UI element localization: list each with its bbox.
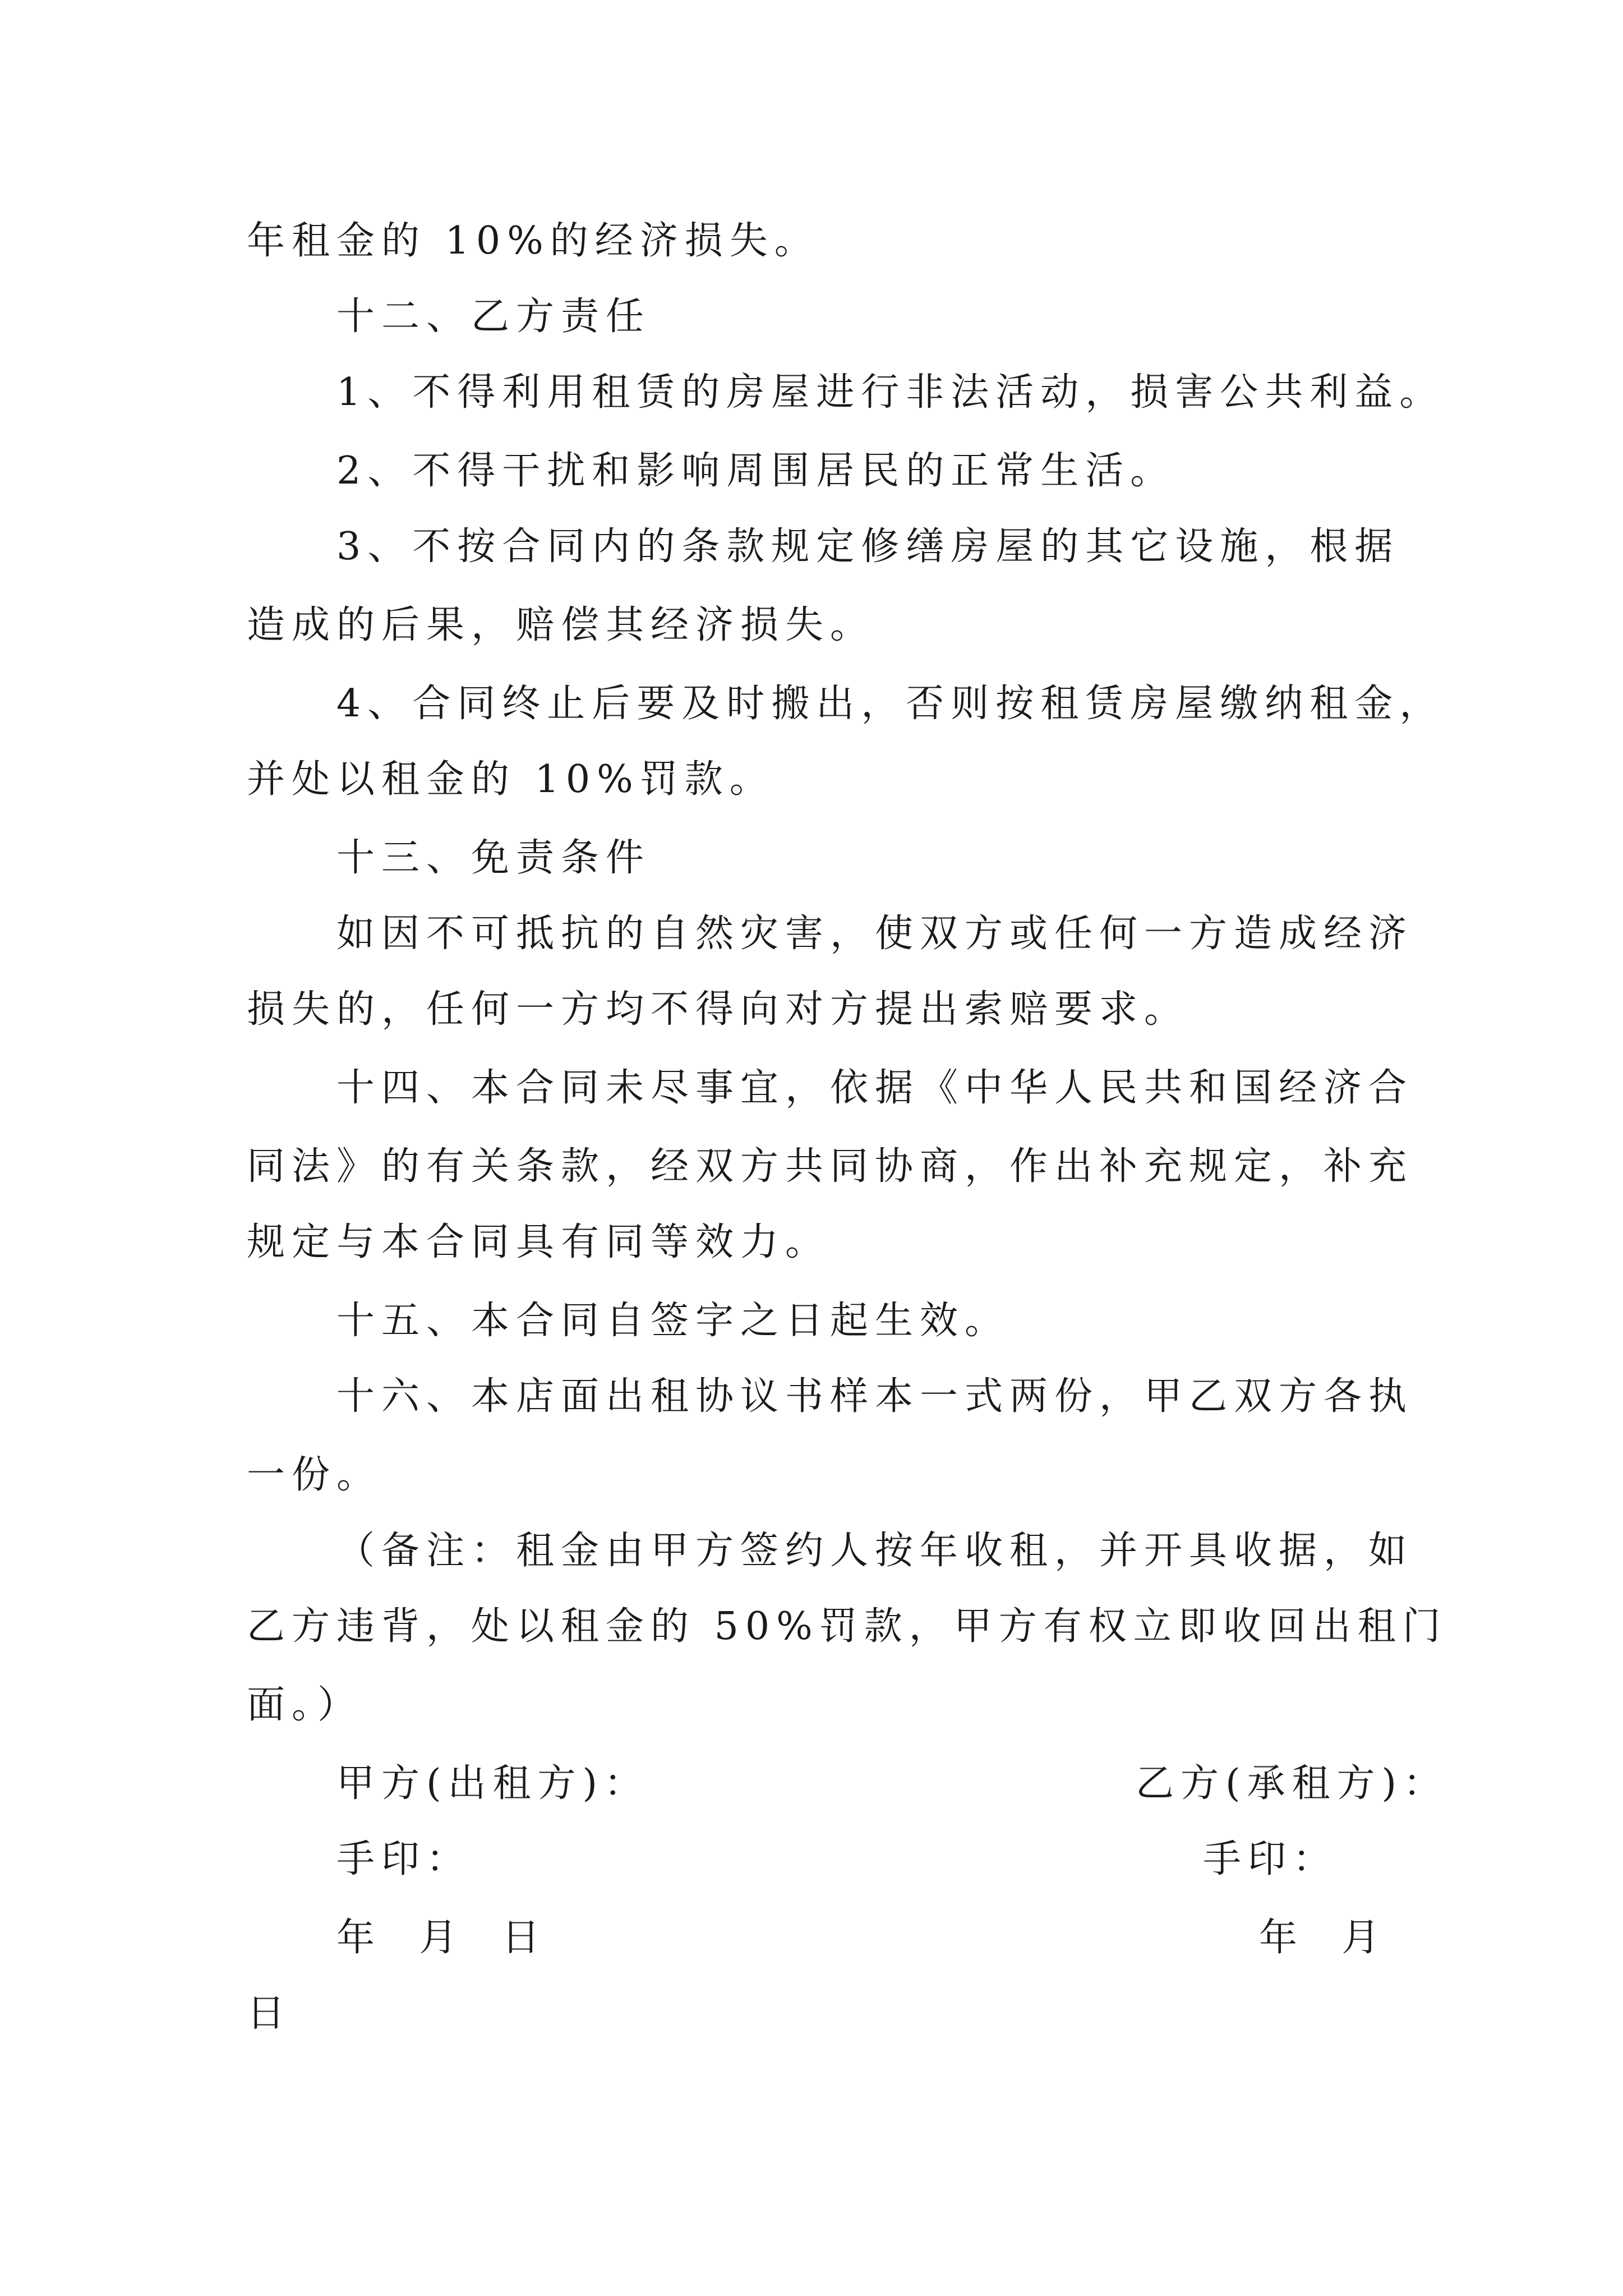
party-a-label: 甲方(出租方)： (336, 1761, 649, 1806)
text-line (0, 1128, 1623, 1206)
text-line-content: 4、合同终止后要及时搬出，否则按租赁房屋缴纳租金， (336, 682, 1445, 726)
text-line-content: 规定与本合同具有同等效力。 (247, 1220, 831, 1264)
text-line-content: 十六、本店面出租协议书样本一式两份，甲乙双方各执 (336, 1374, 1414, 1419)
section-heading-text: 十二、乙方责任 (336, 295, 651, 339)
section-heading (0, 278, 1623, 356)
text-line (0, 895, 1623, 973)
text-line (0, 740, 1623, 819)
text-line-content: 乙方违背，处以租金的 50%罚款，甲方有权立即收回出租门 (247, 1604, 1447, 1649)
text-line-content: 造成的后果，赔偿其经济损失。 (247, 603, 875, 647)
text-line-content: （备注：租金由甲方签约人按年收租，并开具收据，如 (336, 1529, 1414, 1573)
text-line (0, 665, 1623, 743)
text-line-content: 年租金的 10%的经济损失。 (247, 219, 819, 263)
party-b-date: 年 月 (1259, 1916, 1387, 1960)
party-b-label: 乙方(承租方)： (1136, 1761, 1449, 1806)
text-line-content: 十四、本合同未尽事宜，依据《中华人民共和国经济合 (336, 1066, 1414, 1110)
text-line-content: 如因不可抵抗的自然灾害，使双方或任何一方造成经济 (336, 912, 1414, 956)
text-line (0, 1666, 1623, 1745)
text-line-content: 3、不按合同内的条款规定修缮房屋的其它设施，根据 (336, 524, 1400, 569)
text-line (0, 202, 1623, 280)
signature-date-tail (0, 1975, 1623, 2053)
section-heading-text: 十三、免责条件 (336, 836, 651, 880)
text-line-content: 面。） (247, 1683, 363, 1727)
text-line (0, 508, 1623, 586)
text-line-content: 十五、本合同自签字之日起生效。 (336, 1299, 1010, 1343)
text-line (0, 1436, 1623, 1515)
text-line (0, 353, 1623, 432)
section-heading (0, 819, 1623, 898)
text-line-content: 2、不得干扰和影响周围居民的正常生活。 (336, 449, 1175, 493)
text-line (0, 432, 1623, 510)
text-line-content: 同法》的有关条款，经双方共同协商，作出补充规定，补充 (247, 1144, 1414, 1189)
text-line (0, 1049, 1623, 1128)
signature-party-row (0, 1745, 1623, 1823)
text-line-content: 一份。 (247, 1453, 382, 1497)
text-line (0, 1588, 1623, 1666)
text-line (0, 970, 1623, 1049)
text-line (0, 1282, 1623, 1360)
party-b-date-tail: 日 (247, 1991, 292, 2036)
signature-seal-row (0, 1820, 1623, 1899)
text-line (0, 1512, 1623, 1590)
signature-date-row (0, 1899, 1623, 1977)
text-line-content: 并处以租金的 10%罚款。 (247, 757, 774, 802)
text-line (0, 1358, 1623, 1436)
text-line-content: 损失的，任何一方均不得向对方提出索赔要求。 (247, 987, 1189, 1032)
text-line (0, 586, 1623, 665)
text-line-content: 1、不得利用租赁的房屋进行非法活动，损害公共利益。 (336, 370, 1445, 415)
party-b-seal: 手印： (1203, 1837, 1338, 1881)
text-line (0, 1203, 1623, 1282)
party-a-seal: 手印： (336, 1837, 472, 1881)
party-a-date: 年 月 日 (336, 1916, 547, 1960)
